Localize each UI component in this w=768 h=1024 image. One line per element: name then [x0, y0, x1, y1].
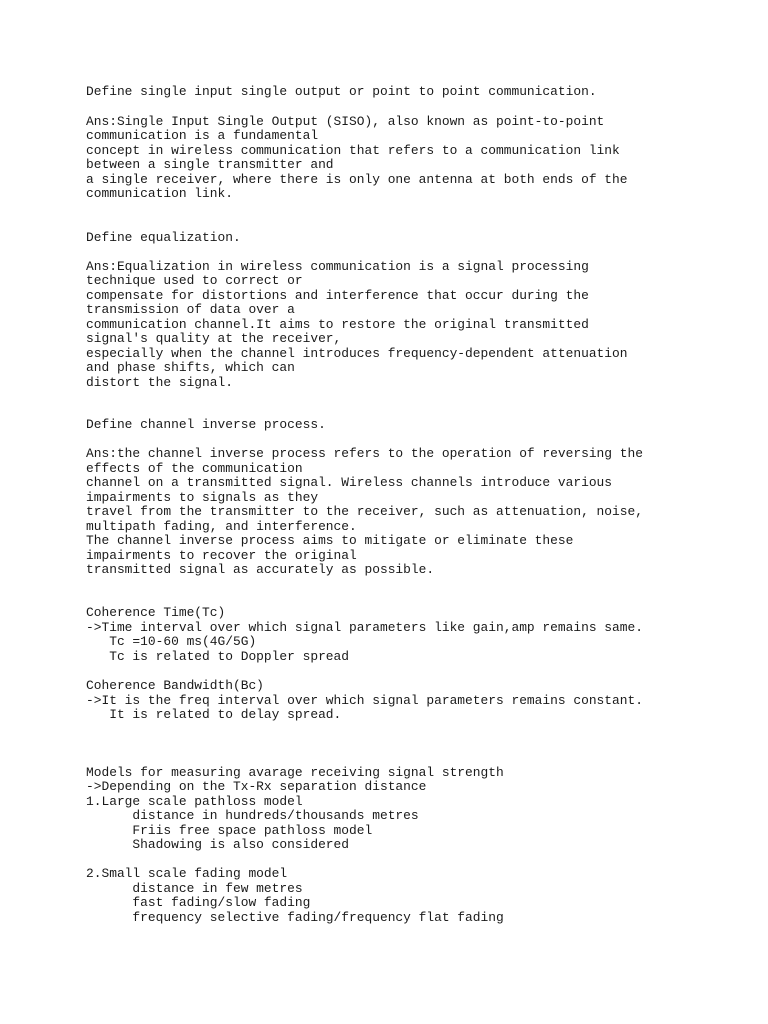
answer-equalization-line-1: Ans:Equalization in wireless communication is a signal processing — [86, 259, 589, 274]
answer-equalization-line-2: technique used to correct or — [86, 273, 303, 288]
large-scale-model-item-2: Friis free space pathloss model — [86, 823, 373, 838]
answer-equalization-line-3: compensate for distortions and interference that occur during the — [86, 288, 589, 303]
answer-channel-inverse-line-9: transmitted signal as accurately as possible. — [86, 562, 435, 577]
answer-siso-line-3: concept in wireless communication that refers to a communication link — [86, 143, 620, 158]
question-channel-inverse: Define channel inverse process. — [86, 417, 326, 432]
small-scale-model-item-1: distance in few metres — [86, 881, 303, 896]
answer-channel-inverse-line-7: The channel inverse process aims to mitigate or eliminate these — [86, 533, 574, 548]
coherence-time-line-2: Tc =10-60 ms(4G/5G) — [86, 634, 257, 649]
coherence-time-heading: Coherence Time(Tc) — [86, 605, 226, 620]
answer-equalization-line-7: especially when the channel introduces frequency-dependent attenuation — [86, 346, 628, 361]
answer-channel-inverse-line-4: impairments to signals as they — [86, 490, 319, 505]
answer-siso-line-1: Ans:Single Input Single Output (SISO), also known as point-to-point — [86, 114, 605, 129]
models-line-1: ->Depending on the Tx-Rx separation distance — [86, 779, 427, 794]
large-scale-model-title: 1.Large scale pathloss model — [86, 794, 303, 809]
answer-channel-inverse-line-3: channel on a transmitted signal. Wireless channels introduce various — [86, 475, 613, 490]
answer-equalization-line-5: communication channel.It aims to restore the original transmitted — [86, 317, 589, 332]
large-scale-model-item-3: Shadowing is also considered — [86, 837, 350, 852]
question-siso: Define single input single output or point to point communication. — [86, 84, 597, 99]
coherence-bandwidth-heading: Coherence Bandwidth(Bc) — [86, 678, 264, 693]
large-scale-model-item-1: distance in hundreds/thousands metres — [86, 808, 419, 823]
answer-equalization-line-4: transmission of data over a — [86, 302, 295, 317]
answer-equalization-line-9: distort the signal. — [86, 375, 233, 390]
answer-siso-line-4: between a single transmitter and — [86, 157, 334, 172]
small-scale-model-item-3: frequency selective fading/frequency flat fading — [86, 910, 504, 925]
question-equalization: Define equalization. — [86, 230, 241, 245]
answer-channel-inverse-line-1: Ans:the channel inverse process refers to the operation of reversing the — [86, 446, 643, 461]
coherence-bandwidth-line-2: It is related to delay spread. — [86, 707, 342, 722]
answer-siso-line-6: communication link. — [86, 186, 233, 201]
small-scale-model-item-2: fast fading/slow fading — [86, 895, 311, 910]
coherence-time-line-3: Tc is related to Doppler spread — [86, 649, 350, 664]
answer-equalization-line-8: and phase shifts, which can — [86, 360, 295, 375]
models-heading: Models for measuring avarage receiving signal strength — [86, 765, 504, 780]
answer-siso-line-2: communication is a fundamental — [86, 128, 319, 143]
answer-channel-inverse-line-8: impairments to recover the original — [86, 548, 357, 563]
answer-channel-inverse-line-5: travel from the transmitter to the receiver, such as attenuation, noise, — [86, 504, 643, 519]
small-scale-model-title: 2.Small scale fading model — [86, 866, 288, 881]
answer-channel-inverse-line-2: effects of the communication — [86, 461, 303, 476]
coherence-time-line-1: ->Time interval over which signal parameters like gain,amp remains same. — [86, 620, 643, 635]
answer-siso-line-5: a single receiver, where there is only one antenna at both ends of the — [86, 172, 628, 187]
answer-equalization-line-6: signal's quality at the receiver, — [86, 331, 342, 346]
answer-channel-inverse-line-6: multipath fading, and interference. — [86, 519, 357, 534]
coherence-bandwidth-line-1: ->It is the freq interval over which signal parameters remains constant. — [86, 693, 643, 708]
